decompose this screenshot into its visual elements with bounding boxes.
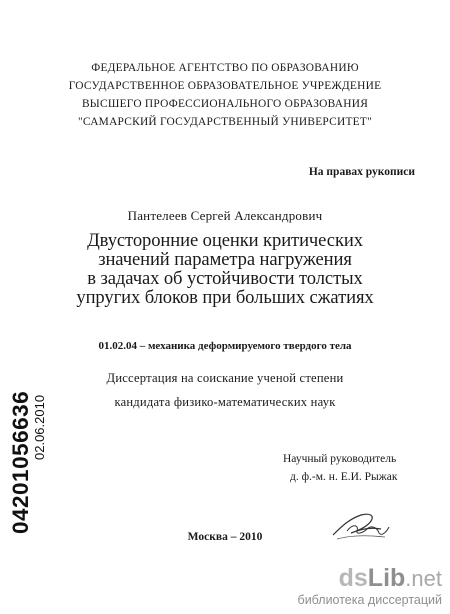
watermark-subtitle: библиотека диссертаций (297, 593, 442, 607)
author-name: Пантелеев Сергей Александрович (127, 208, 323, 223)
logo-net: .net (405, 566, 442, 591)
dslib-logo (298, 566, 442, 591)
dissertation-line-1: Диссертация на соискание ученой степени (106, 371, 344, 385)
dissertation-line-2: кандидата физико-математических наук (114, 395, 336, 409)
institution-line-3: ВЫСШЕГО ПРОФЕССИОНАЛЬНОГО ОБРАЗОВАНИЯ (81, 98, 369, 110)
logo-ds: ds (338, 564, 368, 592)
supervisor-name: д. ф.-м. н. Е.И. Рыжак (290, 471, 398, 483)
library-stamp-number: 04201056636 (8, 390, 33, 534)
institution-line-2: ГОСУДАРСТВЕННОЕ ОБРАЗОВАТЕЛЬНОЕ УЧРЕЖДЕНИЕ (68, 80, 382, 92)
institution-line-4: "САМАРСКИЙ ГОСУДАРСТВЕННЫЙ УНИВЕРСИТЕТ" (78, 116, 372, 128)
title-line-2: значений параметра нагружения (98, 249, 352, 270)
institution-line-1: ФЕДЕРАЛЬНОЕ АГЕНТСТВО ПО ОБРАЗОВАНИЮ (91, 62, 359, 74)
logo-lib: Lib (367, 564, 406, 592)
rights-note: На правах рукописи (308, 166, 415, 178)
title-line-1: Двусторонние оценки критических (87, 230, 363, 251)
dslib-watermark (298, 566, 442, 607)
library-stamp-date: 02.06.2010 (32, 394, 47, 460)
specialty-code: 01.02.04 – механика деформируемого твердого тела (98, 340, 352, 352)
title-line-3: в задачах об устойчивости толстых (87, 268, 363, 289)
city-year: Москва – 2010 (187, 531, 263, 543)
supervisor-role: Научный руководитель (283, 453, 397, 465)
title-line-4: упругих блоков при больших сжатиях (76, 287, 374, 308)
